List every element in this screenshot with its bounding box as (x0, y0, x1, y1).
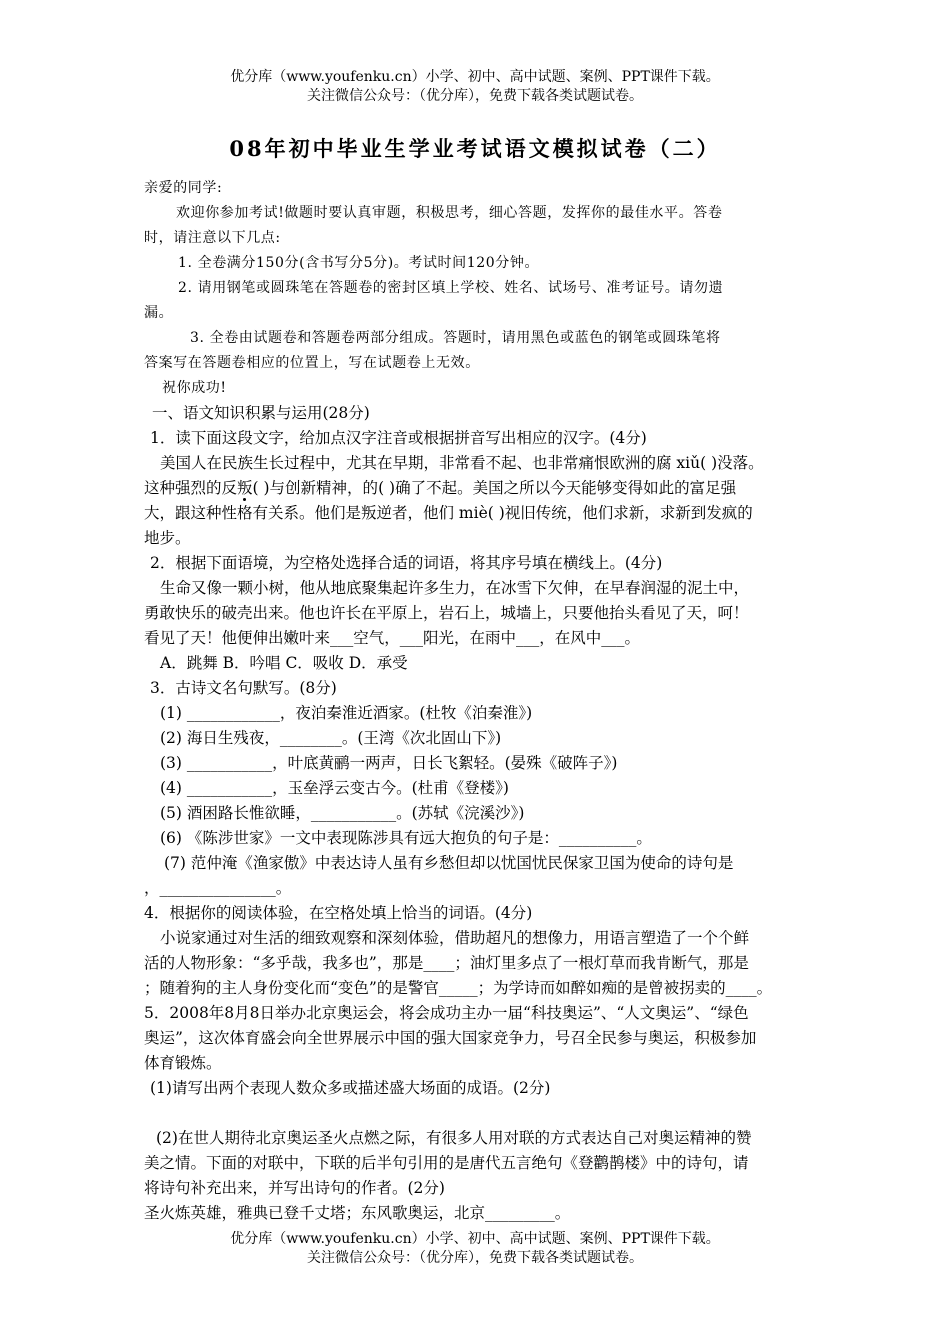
q4-line: 小说家通过对生活的细致观察和深刻体验，借助超凡的想像力，用语言塑造了一个个鲜 (160, 929, 750, 947)
q3-prompt: 3．古诗文名句默写。(8分) (150, 679, 337, 697)
q2-prompt: 2．根据下面语境，为空格处选择合适的词语，将其序号填在横线上。(4分) (150, 554, 663, 572)
intro-line: 祝你成功! (162, 380, 227, 396)
q5-line: 体育锻炼。 (144, 1054, 222, 1072)
q4-prompt: 4．根据你的阅读体验，在空格处填上恰当的词语。(4分) (144, 904, 533, 922)
q4-line: 活的人物形象：“多乎哉，我多也”，那是____；油灯里多点了一根灯草而我肯断气，那是 (144, 954, 749, 972)
q4-line: ；随着狗的主人身份变化而“变色”的是警官_____；为学诗而如醉如痴的是曾被拐卖的____。 (144, 979, 773, 997)
intro-line: 时，请注意以下几点: (144, 230, 281, 246)
q1-line: 大，跟这种性格有关系。他们是叛逆者，他们 miè( )视旧传统，他们求新，求新到发疯的 (144, 504, 753, 522)
q5-sub2-line: 将诗句补充出来，并写出诗句的作者。(2分) (144, 1179, 445, 1197)
section-heading: 一、语文知识积累与运用(28分) (152, 404, 370, 422)
intro-line: 漏。 (144, 305, 174, 321)
dotted-char: 叛 (237, 479, 253, 497)
header-line-2: 关注微信公众号：（优分库），免费下载各类试题试卷。 (307, 88, 643, 104)
q2-line: 看见了天！他便伸出嫩叶来___空气，___阳光，在雨中___，在风中___。 (144, 629, 641, 647)
footer-line-1: 优分库（www.youfenku.cn）小学、初中、高中试题、案例、PPT课件下载。 (230, 1231, 720, 1247)
q5-sub2-line: (2)在世人期待北京奥运圣火点燃之际，有很多人用对联的方式表达自己对奥运精神的赞 (156, 1129, 752, 1147)
q3-item: (1) ____________，夜泊秦淮近酒家。(杜牧《泊秦淮》) (160, 704, 533, 722)
q5-sub1: (1)请写出两个表现人数众多或描述盛大场面的成语。(2分) (150, 1079, 551, 1097)
q2-line: 勇敢快乐的破壳出来。他也许长在平原上，岩石上，城墙上，只要他抬头看见了天，呵！ (144, 604, 749, 622)
greeting: 亲爱的同学: (144, 180, 223, 196)
intro-line: 欢迎你参加考试!做题时要认真审题，积极思考，细心答题，发挥你的最佳水平。答卷 (176, 205, 723, 221)
q3-item: (3) ___________，叶底黄鹂一两声，日长飞絮轻。(晏殊《破阵子》) (160, 754, 618, 772)
footer-line-2: 关注微信公众号：（优分库），免费下载各类试题试卷。 (307, 1250, 643, 1266)
q3-item: ，_______________。 (144, 879, 292, 897)
exam-title: 08年初中毕业生学业考试语文模拟试卷（二） (229, 136, 721, 161)
q2-options: A．跳舞 B．吟唱 C．吸收 D．承受 (160, 654, 408, 672)
header-line-1: 优分库（www.youfenku.cn）小学、初中、高中试题、案例、PPT课件下载。 (230, 69, 720, 85)
intro-line: 3. 全卷由试题卷和答题卷两部分组成。答题时，请用黑色或蓝色的钢笔或圆珠笔将 (190, 330, 721, 346)
q3-item: (6) 《陈涉世家》一文中表现陈涉具有远大抱负的句子是：__________。 (160, 829, 652, 847)
q5-couplet: 圣火炼英雄，雅典已登千丈塔；东风歌奥运，北京_________。 (144, 1204, 571, 1222)
q5-line: 5．2008年8月8日举办北京奥运会，将会成功主办一届“科技奥运”、“人文奥运”、“绿色 (144, 1004, 749, 1022)
page-header (0, 68, 950, 106)
q1-line: 这种强烈的反叛( )与创新精神，的( )确了不起。美国之所以今天能够变得如此的富足强 (144, 479, 737, 497)
q3-item: (5) 酒困路长惟欲睡，___________。(苏轼《浣溪沙》) (160, 804, 525, 822)
page-footer (0, 1230, 950, 1268)
q3-item: (7) 范仲淹《渔家傲》中表达诗人虽有乡愁但却以忧国忧民保家卫国为使命的诗句是 (164, 854, 734, 872)
q1-prompt: 1．读下面这段文字，给加点汉字注音或根据拼音写出相应的汉字。(4分) (150, 429, 647, 447)
q1-line: 地步。 (144, 529, 191, 547)
q2-line: 生命又像一颗小树，他从地底聚集起许多生力，在冰雪下欠伸，在早春润湿的泥土中， (160, 579, 750, 597)
answer-space (144, 1101, 814, 1126)
q3-item: (2) 海日生残夜，________。(王湾《次北固山下》) (160, 729, 502, 747)
q3-item: (4) ___________，玉垒浮云变古今。(杜甫《登楼》) (160, 779, 509, 797)
q5-line: 奥运”，这次体育盛会向全世界展示中国的强大国家竞争力，号召全民参与奥运，积极参加 (144, 1029, 757, 1047)
intro-line: 答案写在答题卷相应的位置上，写在试题卷上无效。 (144, 355, 480, 371)
q1-line: 美国人在民族生长过程中，尤其在早期，非常看不起、也非常痛恨欧洲的腐 xiǔ( )没落。 (160, 454, 764, 472)
intro-line: 1. 全卷满分150分(含书写分5分)。考试时间120分钟。 (178, 255, 540, 271)
intro-line: 2. 请用钢笔或圆珠笔在答题卷的密封区填上学校、姓名、试场号、准考证号。请勿遗 (178, 280, 724, 296)
q5-sub2-line: 美之情。下面的对联中，下联的后半句引用的是唐代五言绝句《登鹳鹊楼》中的诗句，请 (144, 1154, 749, 1172)
exam-body (144, 176, 814, 1226)
